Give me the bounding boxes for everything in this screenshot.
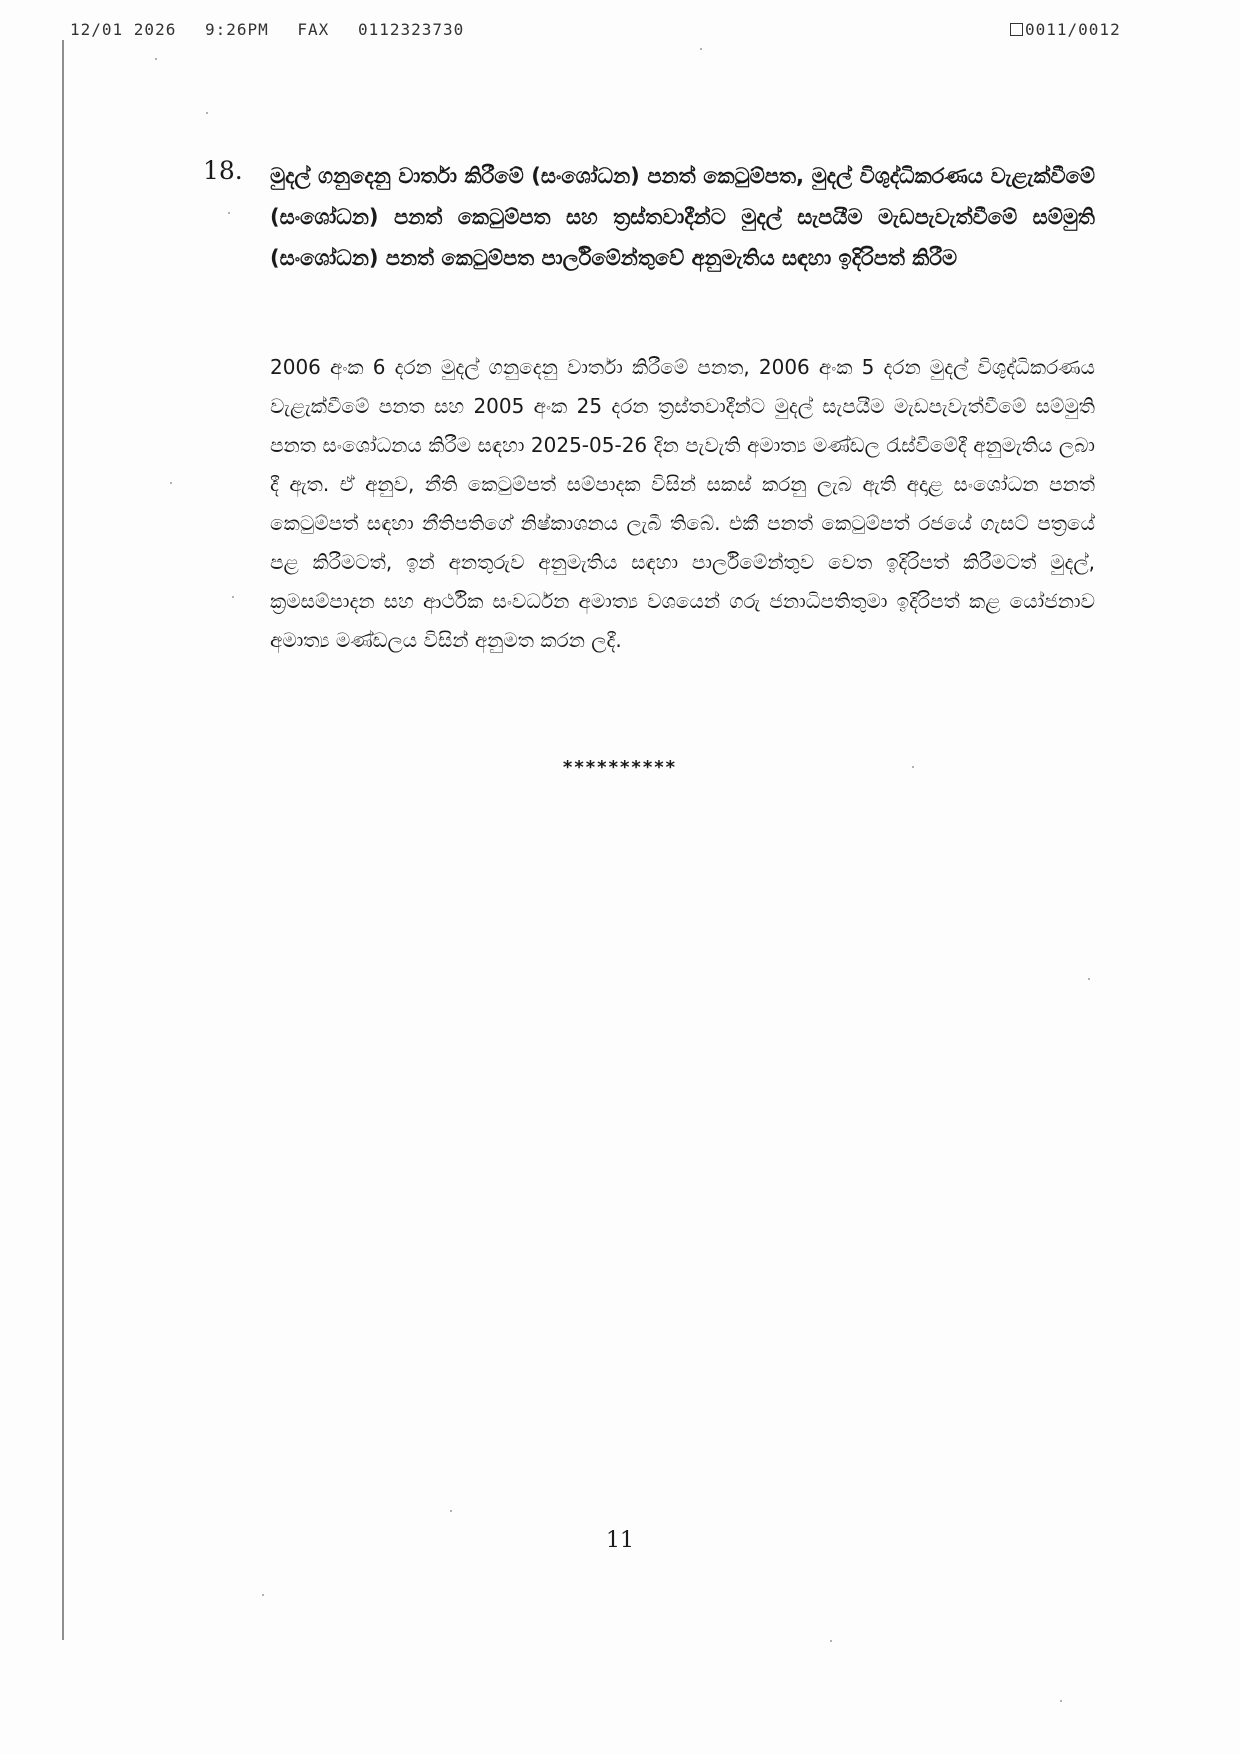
scan-speck	[262, 1594, 264, 1596]
fax-number: 0112323730	[357, 20, 465, 39]
scan-speck	[1088, 978, 1090, 980]
scan-speck	[450, 1510, 452, 1512]
fax-time: 9:26PM	[204, 20, 269, 39]
fax-page-counter-text: 0011/0012	[1025, 20, 1121, 39]
scan-speck	[700, 48, 702, 50]
scan-margin-line	[62, 40, 64, 1640]
scan-speck	[232, 596, 234, 598]
fax-header	[70, 20, 482, 39]
scan-speck	[912, 766, 914, 768]
fax-page-counter	[1010, 20, 1121, 39]
scan-speck	[228, 212, 230, 214]
item-title: මුදල් ගනුදෙනු වාර්තා කිරීමේ (සංශෝධන) පනත් කෙටුම්පත, මුදල් විශුද්ධිකරණය වැළැක්වීමේ (සංශෝධන) පනත් කෙටුම්පත සහ ත්‍රස්තවාදීන්ට මුදල් සැපයීම මැඩපැවැත්වීමේ සම්මුති (සංශෝධන) පනත් කෙටුම්පත පාර්ලිමේන්තුවේ අනුමැතිය සඳහා ඉදිරිපත් කිරීම	[270, 164, 1095, 270]
fax-date: 12/01 2026	[70, 20, 177, 39]
fax-label: FAX	[297, 20, 330, 39]
scan-speck	[1060, 1700, 1062, 1702]
page-number: 11	[606, 1528, 634, 1553]
item-body: 2006 අංක 6 දරන මුදල් ගනුදෙනු වාර්තා කිරීමේ පනත, 2006 අංක 5 දරන මුදල් විශුද්ධිකරණය වැළැක්වීමේ පනත සහ 2005 අංක 25 දරන ත්‍රස්තවාදීන්ට මුදල් සැපයීම මැඩපැවැත්වීමේ සම්මුති පනත සංශෝධනය කිරීම සඳහා 2025-05-26 දින පැවැති අමාත්‍ය මණ්ඩල රැස්වීමේදී අනුමැතිය ලබා දී ඇත. ඒ අනුව, නීති කෙටුම්පත් සම්පාදක විසින් සකස් කරනු ලැබ ඇති අදාළ සංශෝධන පනත් කෙටුම්පත් සඳහා නීතිපතිගේ නිෂ්කාශනය ලැබී තිබේ. එකී පනත් කෙටුම්පත් රජයේ ගැසට් පත්‍රයේ පළ කිරීමටත්, ඉන් අනතුරුව අනුමැතිය සඳහා පාර්ලිමේන්තුව වෙත ඉදිරිපත් කිරීමටත් මුදල්, ක්‍රමසම්පාදන සහ ආර්ථික සංවර්ධන අමාත්‍ය වශයෙන් ගරු ජනාධිපතිතුමා ඉදිරිපත් කළ යෝජනාව අමාත්‍ය මණ්ඩලය විසින් අනුමත කරන ලදී.	[270, 355, 1095, 652]
scan-speck	[830, 1640, 832, 1642]
fax-checkbox-icon	[1010, 23, 1023, 36]
section-separator: **********	[562, 757, 678, 778]
scan-speck	[155, 58, 157, 60]
item-number: 18.	[203, 156, 243, 185]
scan-speck	[206, 112, 208, 114]
scan-speck	[170, 482, 172, 484]
